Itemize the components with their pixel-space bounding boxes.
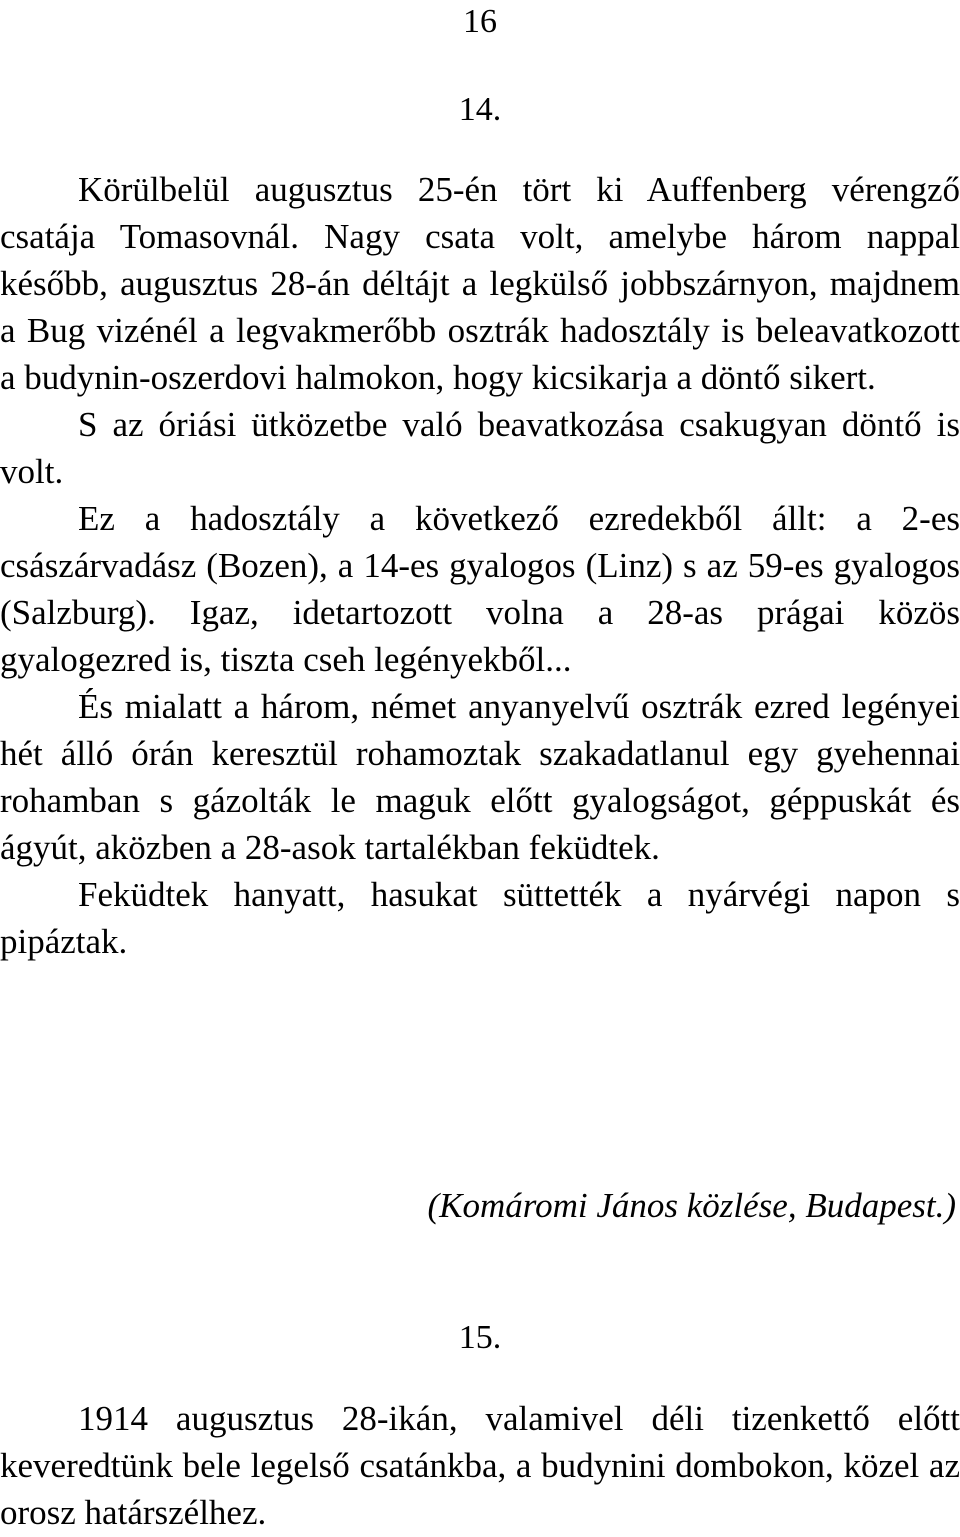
- attribution: (Komáromi János közlése, Budapest.): [427, 1186, 956, 1225]
- section-number-14: 14.: [458, 91, 502, 128]
- page-number: 16: [463, 3, 497, 40]
- paragraph: Ez a hadosztály a következő ezredekből állt: a 2-es császárvadász (Bozen), a 14-es gyalogos (Linz) s az 59-es gyalogos (Salzburg). Igaz, idetartozott volna a 28-as prágai közös gyalogezred is, tiszta cseh legényekből...: [0, 499, 960, 679]
- section-15-body: [0, 1395, 960, 1536]
- paragraph: 1914 augusztus 28-ikán, valamivel déli tizenkettő előtt keveredtünk bele legelső csatánkba, a budynini dombokon, közel az orosz határszélhez.: [0, 1399, 960, 1532]
- paragraph: S az óriási ütközetbe való beavatkozása csakugyan döntő is volt.: [0, 405, 960, 491]
- section-14-body: [0, 166, 960, 965]
- paragraph: Körülbelül augusztus 25-én tört ki Auffenberg vérengző csatája Tomasovnál. Nagy csata volt, amelybe három nappal később, augusztus 28-án déltájt a legkülső jobbszárnyon, majdnem a Bug vizénél a legvakmerőbb osztrák hadosztály is beleavatkozott a budynin-oszerdovi halmokon, hogy kicsikarja a döntő sikert.: [0, 170, 960, 397]
- paragraph: Feküdtek hanyatt, hasukat süttették a nyárvégi napon s pipáztak.: [0, 875, 960, 961]
- paragraph: És mialatt a három, német anyanyelvű osztrák ezred legényei hét álló órán keresztül rohamoztak szakadatlanul egy gyehennai rohamban s gázolták le maguk előtt gyalogságot, géppuskát és ágyút, aközben a 28-asok tartalékban feküdtek.: [0, 687, 960, 867]
- section-number-15: 15.: [458, 1319, 502, 1356]
